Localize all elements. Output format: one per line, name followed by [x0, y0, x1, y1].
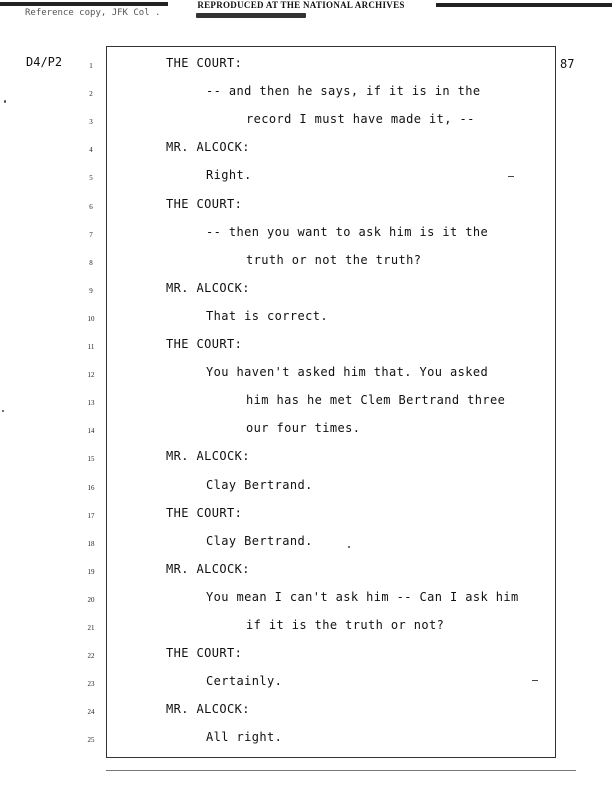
reference-copy-note: Reference copy, JFK Col .: [25, 8, 161, 18]
speaker-label: THE COURT:: [166, 196, 243, 211]
line-number: 15: [87, 455, 95, 464]
bottom-rule: [106, 770, 576, 771]
scan-speck: [508, 176, 514, 177]
scan-speck: [348, 546, 350, 548]
speaker-label: THE COURT:: [166, 337, 243, 351]
line-number: 2: [89, 90, 93, 99]
line-number: 9: [89, 286, 93, 295]
page-number: 87: [560, 57, 575, 71]
speaker-label: MR. ALCOCK:: [166, 449, 250, 464]
line-number: 4: [89, 146, 93, 155]
transcript-line: -- then you want to ask him is it the: [206, 224, 489, 239]
speaker-label: MR. ALCOCK:: [166, 702, 250, 717]
line-number: 22: [87, 652, 95, 661]
scan-speck: [2, 410, 4, 412]
speaker-label: THE COURT:: [166, 56, 243, 70]
line-number: 24: [87, 708, 95, 717]
line-number: 19: [87, 567, 95, 576]
scan-speck: [4, 100, 6, 103]
speaker-label: THE COURT:: [166, 646, 243, 661]
line-number: 11: [87, 343, 95, 351]
speaker-label: MR. ALCOCK:: [166, 561, 250, 576]
line-number: 20: [87, 595, 95, 604]
transcript-line: our four times.: [246, 421, 361, 436]
line-number: 1: [89, 62, 93, 70]
speaker-label: MR. ALCOCK:: [166, 280, 250, 295]
line-number: 7: [89, 230, 93, 239]
transcript-line: if it is the truth or not?: [246, 618, 445, 632]
line-number: 21: [87, 624, 95, 632]
transcript-line: Certainly.: [206, 674, 283, 689]
line-number: 12: [87, 371, 95, 380]
line-number: 17: [87, 511, 95, 520]
line-number: 25: [87, 736, 95, 745]
line-number: 6: [89, 202, 93, 211]
transcript-line: Clay Bertrand.: [206, 477, 313, 492]
line-number: 23: [87, 680, 95, 689]
transcript-line: That is correct.: [206, 308, 328, 323]
line-number: 13: [87, 399, 95, 408]
transcript-line: You mean I can't ask him -- Can I ask him: [206, 589, 519, 604]
transcript-line: record I must have made it, --: [246, 112, 475, 127]
line-number: 16: [87, 483, 95, 492]
line-number: 14: [87, 427, 95, 436]
transcript-line: him has he met Clem Bertrand three: [246, 393, 506, 408]
transcript-line: Right.: [206, 168, 252, 183]
transcript-line: -- and then he says, if it is in the: [206, 84, 481, 99]
scan-speck: [532, 680, 538, 681]
line-number: 18: [87, 539, 95, 548]
line-number: 8: [89, 258, 93, 267]
transcript-line: truth or not the truth?: [246, 252, 422, 267]
speaker-label: MR. ALCOCK:: [166, 140, 250, 155]
speaker-label: THE COURT:: [166, 505, 243, 520]
page-label: D4/P2: [26, 55, 63, 69]
line-number: 3: [89, 118, 93, 127]
transcript-line: Clay Bertrand.: [206, 533, 313, 548]
transcript-line: You haven't asked him that. You asked: [206, 365, 489, 380]
archives-stamp: REPRODUCED AT THE NATIONAL ARCHIVES: [197, 0, 405, 10]
line-number: 10: [87, 314, 95, 323]
transcript-line: All right.: [206, 730, 283, 745]
line-number: 5: [89, 174, 93, 183]
